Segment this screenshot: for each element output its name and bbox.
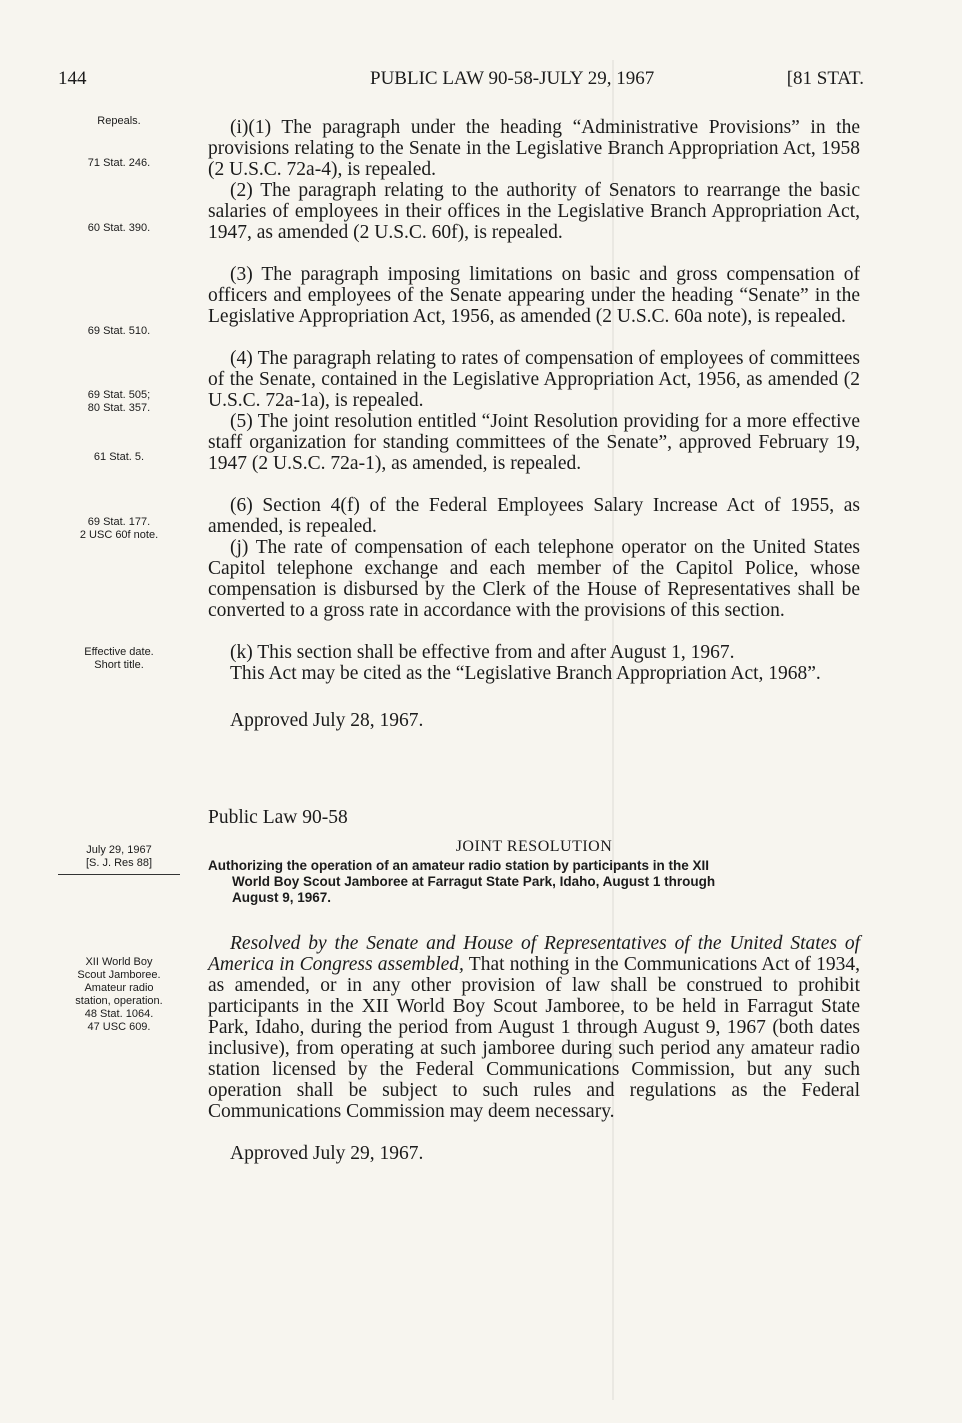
paragraph-j: (j) The rate of compensation of each telephone operator on the United States Capitol telephone exchange and each member of the Capitol Police, whose compensation is disbursed by the Clerk of the House of Representatives shall be converted to a gross rate in accordance with the provisions of this section. bbox=[208, 537, 860, 621]
margin-note-61-stat: 61 Stat. 5. bbox=[93, 451, 145, 463]
scan-crease bbox=[612, 60, 614, 1400]
margin-note-effective-date: Effective date. Short title. bbox=[84, 646, 154, 671]
caption-line-1: Authorizing the operation of an amateur radio station by participants in the XII bbox=[208, 858, 710, 873]
caption-line-3: August 9, 1967. bbox=[232, 890, 332, 905]
page-number: 144 bbox=[58, 68, 87, 89]
header-title: PUBLIC LAW 90-58-JULY 29, 1967 bbox=[370, 68, 655, 89]
margin-note-69-stat-510: 69 Stat. 510. bbox=[87, 325, 151, 337]
margin-note-repeals: Repeals. bbox=[97, 115, 141, 127]
paragraph-i-5: (5) The joint resolution entitled “Joint Resolution providing for a more effective staff organization for standing committees of the Senate”, approved February 19, 1947 (2 U.S.C. 72a-1), as amended, is repealed. bbox=[208, 411, 860, 474]
margin-note-69-stat-505: 69 Stat. 505; 80 Stat. 357. bbox=[87, 389, 151, 414]
approved-date-1: Approved July 28, 1967. bbox=[230, 710, 424, 731]
header-stat: [81 STAT. bbox=[786, 68, 864, 89]
short-title-paragraph: This Act may be cited as the “Legislative Branch Appropriation Act, 1968”. bbox=[230, 663, 821, 684]
margin-rule bbox=[58, 874, 180, 875]
paragraph-i-4: (4) The paragraph relating to rates of compensation of employees of committees of the Senate, contained in the Legislative Appropriation Act, 1956, as amended (2 U.S.C. 72a-1a), is repealed. bbox=[208, 348, 860, 411]
running-header bbox=[58, 68, 864, 92]
paragraph-i-6: (6) Section 4(f) of the Federal Employees Salary Increase Act of 1955, as amended, is repealed. bbox=[208, 495, 860, 537]
paragraph-i-1: (i)(1) The paragraph under the heading “Administrative Provisions” in the provisions relating to the Senate in the Legislative Branch Appropriation Act, 1958 (2 U.S.C. 72a-4), is repealed. bbox=[208, 117, 860, 180]
margin-note-date: July 29, 1967 [S. J. Res 88] bbox=[85, 844, 153, 869]
margin-note-71-stat: 71 Stat. 246. bbox=[87, 157, 151, 169]
caption-line-2: World Boy Scout Jamboree at Farragut State Park, Idaho, August 1 through bbox=[232, 874, 716, 889]
public-law-number: Public Law 90-58 bbox=[208, 807, 348, 828]
resolution-text: That nothing in the Communications Act of 1934, as amended, or in any other provision of law shall be construed to prohibit participants in the XII World Boy Scout Jamboree, to be held in Farragut State Park, Idaho, during the period from August 1 through August 9, 1967 (both dates inclusive), from operating at such jamboree during such period any amateur radio station licensed by the Federal Communications Commission, but any such operation shall be subject to such rules and regulations as the Federal Communications Commission may deem necessary. bbox=[208, 954, 860, 1122]
approved-date-2: Approved July 29, 1967. bbox=[230, 1143, 424, 1164]
margin-note-jamboree: XII World Boy Scout Jamboree. Amateur radio station, operation. 48 Stat. 1064. 47 USC 609. bbox=[75, 956, 163, 1033]
paragraph-i-2: (2) The paragraph relating to the authority of Senators to rearrange the basic salaries of employees in their offices in the Legislative Branch Appropriation Act, 1947, as amended (2 U.S.C. 60f), is repealed. bbox=[208, 180, 860, 243]
joint-resolution-heading: JOINT RESOLUTION bbox=[455, 838, 613, 855]
paragraph-k: (k) This section shall be effective from and after August 1, 1967. bbox=[230, 642, 735, 663]
enacting-clause: Resolved by the Senate and House of Representatives of the United States of America in Congress assembled, bbox=[208, 933, 860, 975]
paragraph-i-3: (3) The paragraph imposing limitations on basic and gross compensation of officers and employees of the Senate appearing under the heading “Senate” in the Legislative Appropriation Act, 1956, as amended (2 U.S.C. 60a note), is repealed. bbox=[208, 264, 860, 327]
margin-note-69-stat-177: 69 Stat. 177. 2 USC 60f note. bbox=[79, 516, 159, 541]
resolution-body bbox=[208, 933, 860, 1122]
margin-note-60-stat: 60 Stat. 390. bbox=[87, 222, 151, 234]
resolution-caption bbox=[208, 858, 860, 906]
